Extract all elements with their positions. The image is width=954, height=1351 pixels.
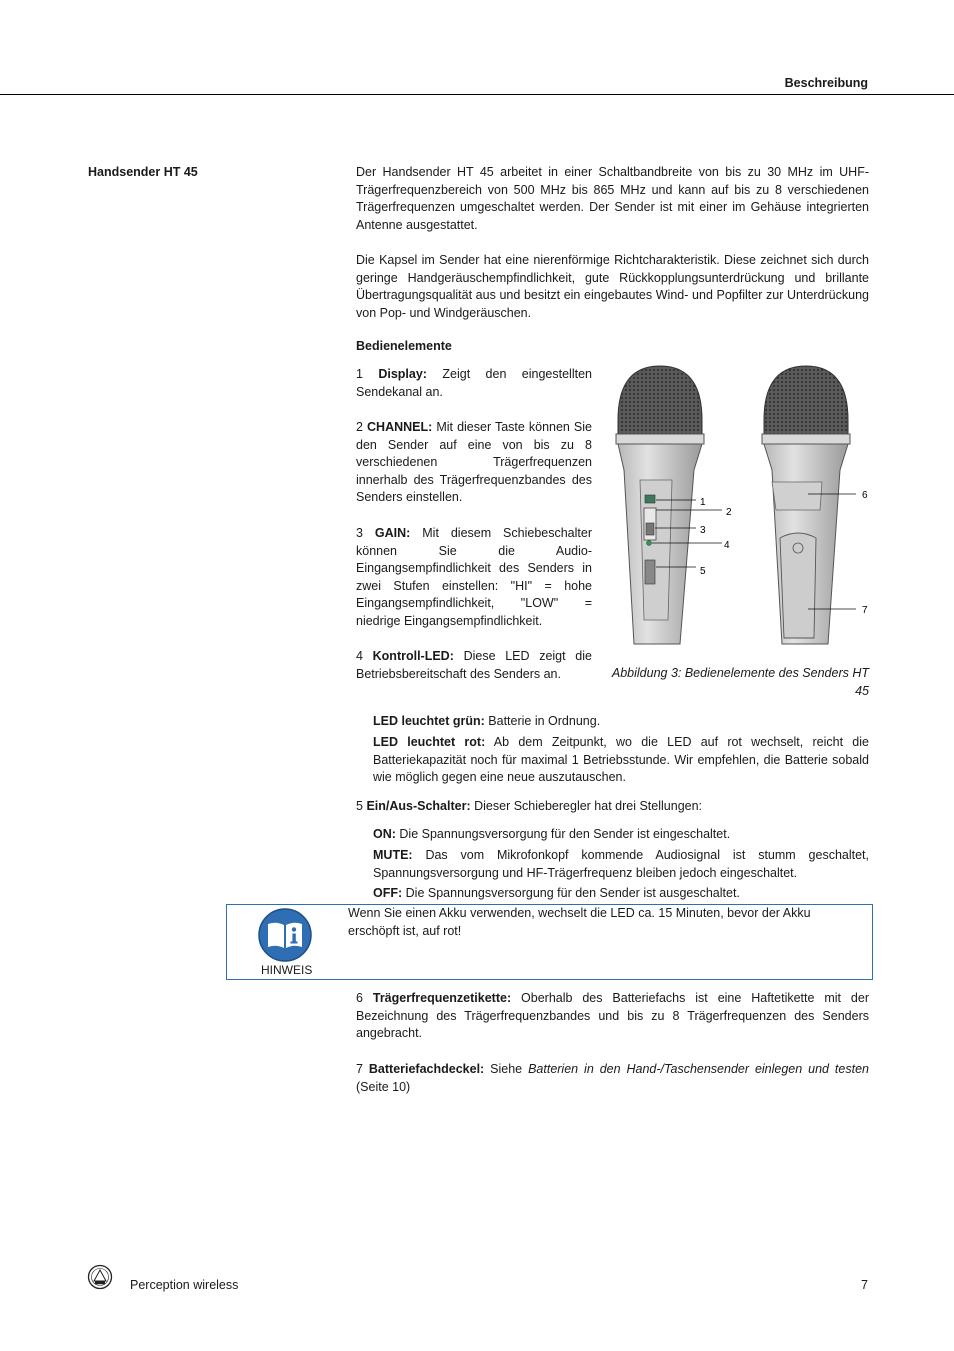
switch-off-item [373, 885, 869, 903]
header-rule [0, 94, 954, 95]
control-item-2 [356, 419, 592, 507]
item-label: LED leuchtet rot: [373, 735, 486, 749]
controls-heading: Bedienelemente [356, 339, 452, 353]
control-item-1 [356, 366, 592, 401]
callout-number-6: 6 [862, 490, 868, 501]
item-label: Kontroll-LED: [372, 649, 454, 663]
intro-paragraph-2: Die Kapsel im Sender hat eine nierenförmige Richtcharakteristik. Diese zeichnet sich durch geringe Handgeräuschempfindlichkeit, gute Rückkopplungsunterdrückung und brillante Übertragungsqualität aus und besitzt ein eingebautes Wind- und Popfilter zur Unterdrückung von Pop- und Windgeräuschen. [356, 253, 869, 320]
item-number: 1 [356, 367, 363, 381]
control-item-5 [356, 798, 869, 816]
footer-product-name: Perception wireless [130, 1278, 239, 1292]
mic-ring [616, 434, 704, 444]
control-item-4 [356, 648, 592, 683]
item-text: Mit diesem Schiebeschalter können Sie die Audio-Eingangsempfindlichkeit des Senders in zwei Stufen einstellen: "HI" = hohe Eingangsempfindlichkeit, "LOW" = niedrige Eingangsempfindlichkeit. [356, 526, 592, 628]
mic-grille [618, 366, 702, 438]
page-reference: (Seite 10) [356, 1079, 411, 1094]
item-text: Mit dieser Taste können Sie den Sender auf eine von bis zu 8 verschiedenen Trägerfrequenzen innerhalb des Trägerfrequenzbandes des Senders einstellen. [356, 420, 592, 504]
power-switch [645, 560, 655, 584]
switch-on-item [373, 826, 869, 844]
switch-mute-item [373, 847, 869, 882]
microphone-back [762, 366, 868, 644]
item-text: Siehe [490, 1062, 523, 1076]
item-text: Zeigt den eingestellten Sendekanal an. [356, 367, 592, 399]
hint-label: HINWEIS [261, 963, 313, 977]
callout-number-5: 5 [700, 566, 706, 577]
item-number: 4 [356, 649, 363, 663]
display-indicator [645, 495, 655, 503]
control-item-6 [356, 990, 869, 1043]
mic-grille [764, 366, 848, 438]
cross-reference-link[interactable]: Batterien in den Hand-/Taschensender einlegen und testen [528, 1062, 869, 1076]
control-item-3 [356, 525, 592, 630]
item-label: CHANNEL: [367, 420, 433, 434]
item-label: Ein/Aus-Schalter: [366, 799, 471, 813]
control-led [647, 541, 652, 546]
page-header-title: Beschreibung [784, 76, 868, 90]
item-text: Batterie in Ordnung. [488, 714, 601, 728]
info-book-icon [257, 907, 313, 963]
item-label: Trägerfrequenzetikette: [372, 991, 512, 1005]
section-heading: Handsender HT 45 [88, 165, 198, 179]
item-text: Die Spannungsversorgung für den Sender ist eingeschaltet. [399, 827, 731, 841]
item-label: ON: [373, 827, 396, 841]
item-number: 2 [356, 420, 363, 434]
led-red-item [373, 734, 869, 787]
callout-number-7: 7 [862, 605, 868, 616]
item-text: Dieser Schieberegler hat drei Stellungen: [474, 799, 703, 813]
led-green-item [373, 713, 869, 731]
figure-caption: Abbildung 3: Bedienelemente des Senders HT 45 [611, 666, 869, 698]
item-number: 7 [356, 1062, 363, 1076]
item-label: MUTE: [373, 848, 413, 862]
microphone-figure [600, 360, 875, 652]
item-text: Diese LED zeigt die Betriebsbereitschaft des Senders an. [356, 649, 592, 681]
akg-logo [87, 1264, 113, 1290]
callout-number-3: 3 [700, 525, 706, 536]
item-label: LED leuchtet grün: [373, 714, 485, 728]
item-number: 5 [356, 799, 363, 813]
battery-cover [780, 533, 816, 638]
item-label: Display: [378, 367, 427, 381]
callout-number-2: 2 [726, 507, 732, 518]
item-text: Ab dem Zeitpunkt, wo die LED auf rot wechselt, reicht die Batteriekapazität noch für maximal 1 Betriebsstunde. Wir empfehlen, die Batterie sobald wie möglich gegen eine neue auszutauschen. [373, 735, 869, 784]
mic-ring [762, 434, 850, 444]
item-text: Oberhalb des Batteriefachs ist eine Haftetikette mit der Bezeichnung des Trägerfrequenzbandes und bis zu 8 Trägerfrequenzen des Senders angebracht. [356, 991, 869, 1040]
item-label: Batteriefachdeckel: [368, 1062, 485, 1076]
item-text: Das vom Mikrofonkopf kommende Audiosignal ist stumm geschaltet, Spannungsversorgung und HF-Trägerfrequenz bleiben jedoch eingeschaltet. [373, 848, 869, 880]
item-label: GAIN: [374, 526, 411, 540]
intro-paragraph-1: Der Handsender HT 45 arbeitet in einer Schaltbandbreite von bis zu 30 MHz im UHF-Trägerfrequenzbereich von 500 MHz bis 865 MHz und kann auf bis zu 8 verschiedenen Trägerfrequenzen umgeschaltet werden. Der Sender ist mit einer im Gehäuse integrierten Antenne ausgestattet. [356, 165, 869, 232]
item-number: 3 [356, 526, 363, 540]
item-number: 6 [356, 991, 363, 1005]
hint-text: Wenn Sie einen Akku verwenden, wechselt die LED ca. 15 Minuten, bevor der Akku erschöpft ist, auf rot! [348, 906, 811, 938]
gain-switch [646, 523, 654, 535]
item-label: OFF: [373, 886, 403, 900]
frequency-label-area [772, 482, 822, 510]
microphone-front [616, 366, 732, 644]
callout-number-4: 4 [724, 540, 730, 551]
footer-page-number: 7 [861, 1278, 868, 1292]
control-item-7 [356, 1061, 869, 1096]
callout-number-1: 1 [700, 497, 706, 508]
item-text: Die Spannungsversorgung für den Sender ist ausgeschaltet. [405, 886, 740, 900]
